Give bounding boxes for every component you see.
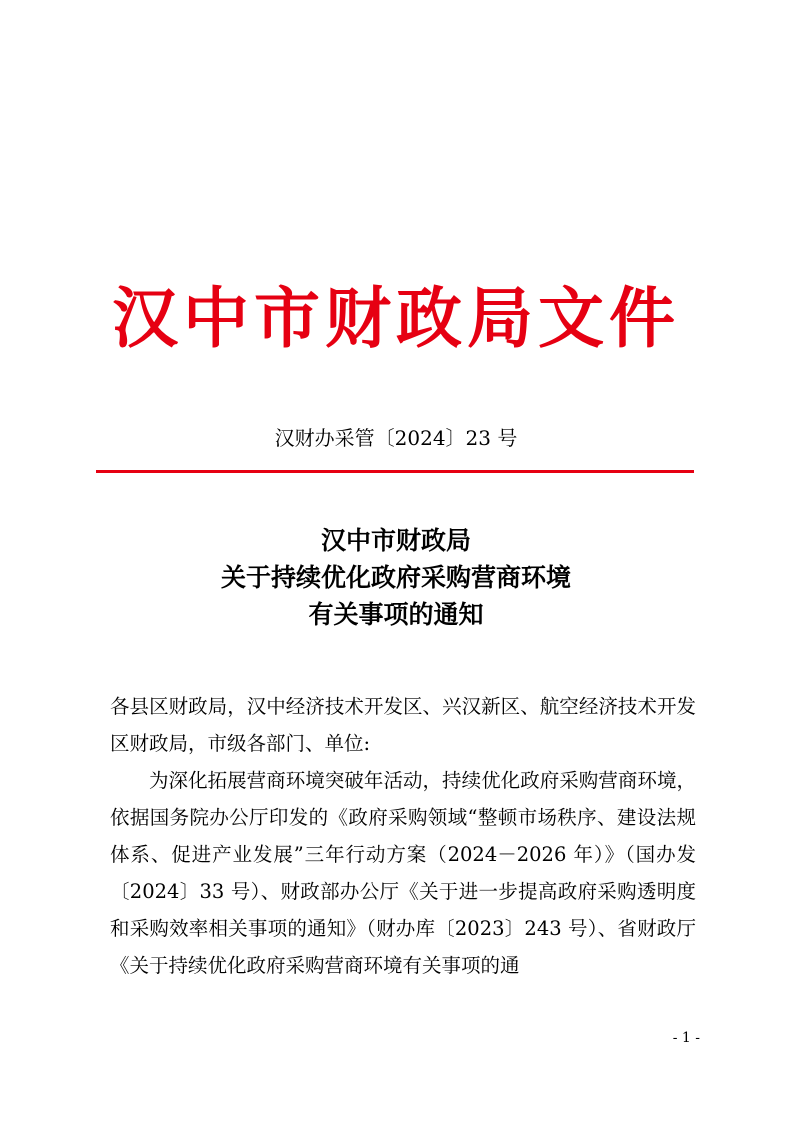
red-separator-line — [96, 470, 694, 473]
title-line-3: 有关事项的通知 — [308, 600, 484, 629]
document-title — [96, 522, 696, 633]
document-body — [110, 688, 696, 984]
title-line-2: 关于持续优化政府采购营商环境 — [220, 563, 571, 592]
document-number: 汉财办采管〔2024〕23 号 — [274, 426, 518, 450]
salutation: 各县区财政局，汉中经济技术开发区、兴汉新区、航空经济技术开发区财政局，市级各部门、单位: — [110, 695, 696, 755]
masthead-title: 汉中市财政局文件 — [112, 279, 680, 357]
page-number: - 1 - — [672, 1030, 700, 1046]
body-paragraph-1: 为深化拓展营商环境突破年活动，持续优化政府采购营商环境，依据国务院办公厅印发的《政府采购领域“整顿市场秩序、建设法规体系、促进产业发展”三年行动方案（2024－2026 年）》（国办发〔2024〕33 号）、财政部办公厅《关于进一步提高政府采购透明度和采购效率相关事项的通知》（财办库〔2023〕243 号）、省财政厅《关于持续优化政府采购营商环境有关事项的通 — [110, 769, 696, 977]
title-line-1: 汉中市财政局 — [320, 526, 471, 555]
